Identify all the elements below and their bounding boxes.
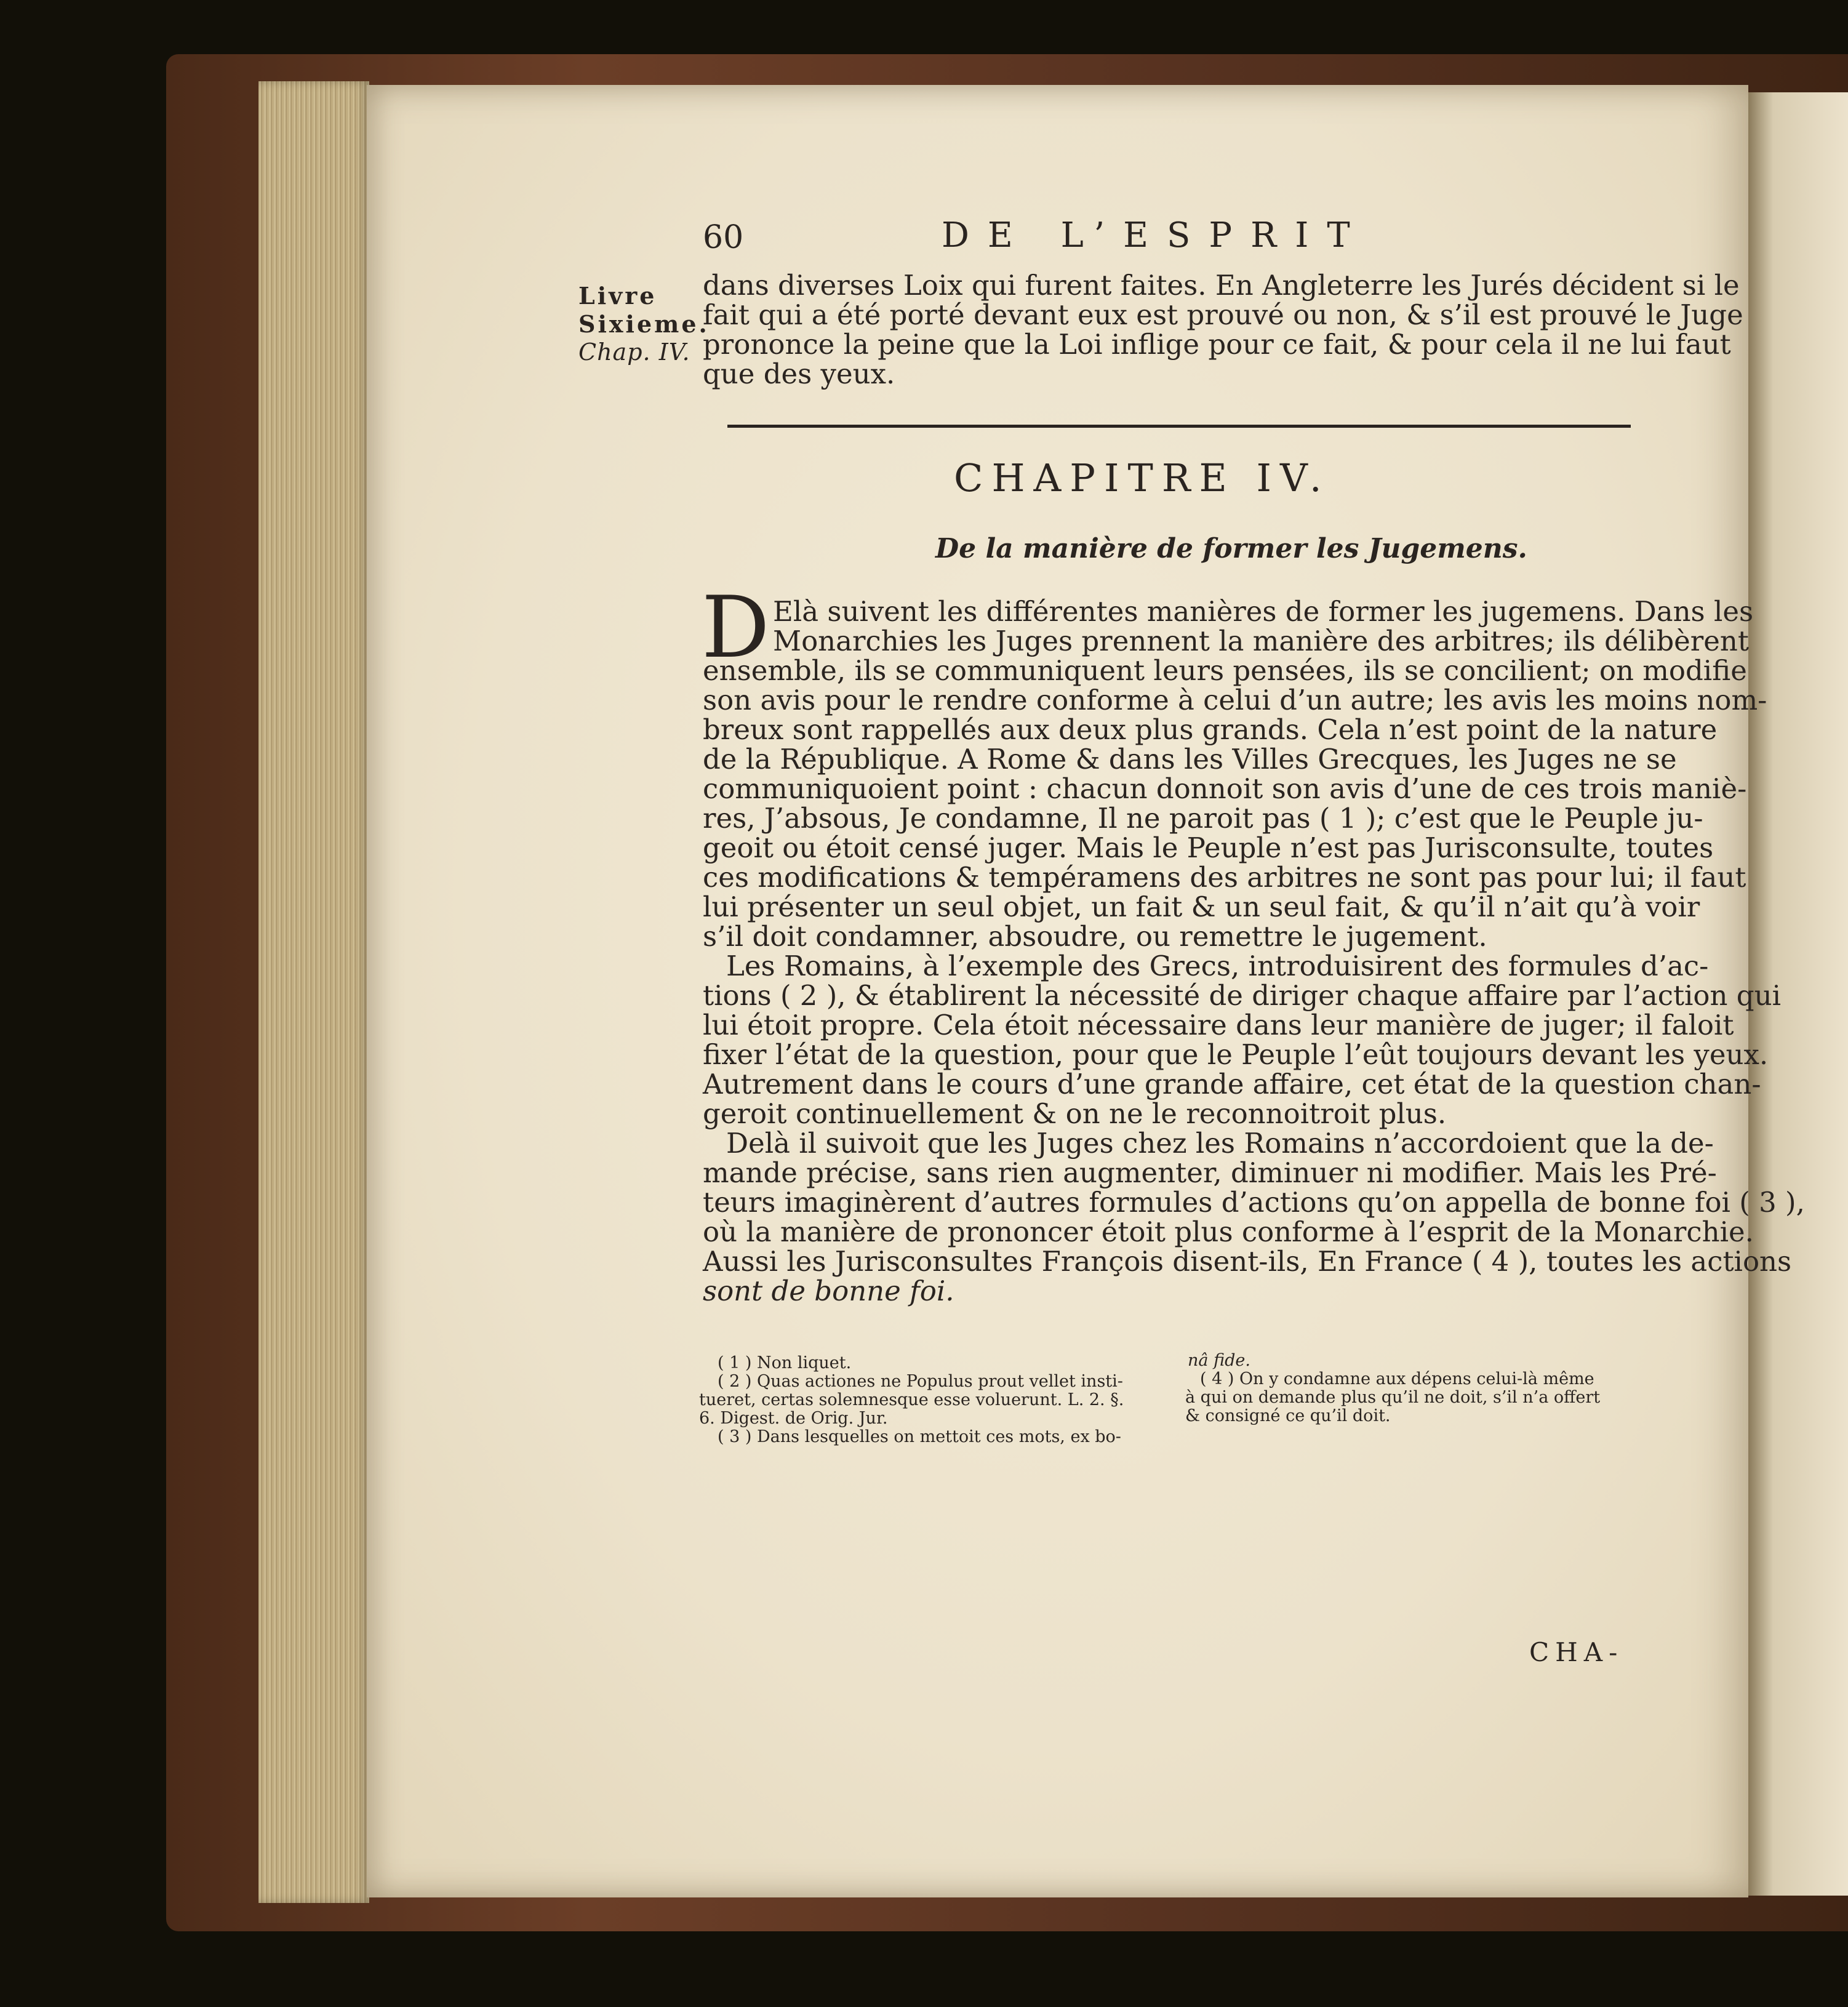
body-line: Autrement dans le cours d’une grande affaire, cet état de la question chan- (703, 1068, 1761, 1100)
body-line: ensemble, ils se communiquent leurs pensées, ils se concilient; on modifie (703, 654, 1747, 687)
body-line: geoit ou étoit censé juger. Mais le Peuple n’est pas Jurisconsulte, toutes (703, 831, 1714, 864)
body-line: sont de bonne foi. (703, 1275, 954, 1307)
body-line: s’il doit condamner, absoudre, ou remettre le jugement. (703, 920, 1487, 953)
body-line: ces modifications & tempéramens des arbitres ne sont pas pour lui; il faut (703, 861, 1746, 894)
body-line: Monarchies les Juges prennent la manière des arbitres; ils délibèrent (773, 625, 1749, 657)
body-line: où la manière de prononcer étoit plus conforme à l’esprit de la Monarchie. (703, 1216, 1754, 1248)
body-line: de la République. A Rome & dans les Villes Grecques, les Juges ne se (703, 743, 1677, 775)
margin-note-livre-number: Sixieme. (578, 310, 710, 338)
footnote-line: ( 4 ) On y condamne aux dépens celui-là même (1200, 1369, 1594, 1388)
body-line: communiquoient point : chacun donnoit son avis d’une de ces trois maniè- (703, 772, 1747, 805)
footnote-line: 6. Digest. de Orig. Jur. (699, 1409, 888, 1428)
body-line: breux sont rappellés aux deux plus grands. Cela n’est point de la nature (703, 713, 1718, 746)
body-line: lui présenter un seul objet, un fait & un seul fait, & qu’il n’ait qu’à voir (703, 891, 1700, 923)
page-number: 60 (703, 219, 744, 256)
footnote-line: & consigné ce qu’il doit. (1185, 1406, 1391, 1425)
body-line: mande précise, sans rien augmenter, diminuer ni modifier. Mais les Pré- (703, 1156, 1717, 1189)
footnote-line: ( 3 ) Dans lesquelles on mettoit ces mots, ex bo- (718, 1427, 1121, 1446)
body-line: Les Romains, à l’exemple des Grecs, introduisirent des formules d’ac- (726, 950, 1709, 982)
body-line: tions ( 2 ), & établirent la nécessité de diriger chaque affaire par l’action qui (703, 979, 1781, 1012)
chapter-subtitle: De la manière de former les Jugemens. (935, 533, 1527, 564)
chapter-title: CHAPITRE IV. (954, 455, 1330, 500)
body-line: lui étoit propre. Cela étoit nécessaire dans leur manière de juger; il faloit (703, 1009, 1734, 1041)
top-paragraph-line: prononce la peine que la Loi inflige pour ce fait, & pour cela il ne lui faut (703, 328, 1731, 361)
margin-note-livre: Livre (578, 282, 657, 310)
footnote-line: tueret, certas solemnesque esse voluerunt. L. 2. §. (699, 1390, 1124, 1409)
body-line: Delà il suivoit que les Juges chez les Romains n’accordoient que la de- (726, 1127, 1714, 1160)
footnote-line: nâ fide. (1188, 1351, 1250, 1370)
footnote-line: à qui on demande plus qu’il ne doit, s’il n’a offert (1185, 1388, 1601, 1407)
body-line: son avis pour le rendre conforme à celui d’un autre; les avis les moins nom- (703, 684, 1767, 716)
catchword: CHA- (1529, 1637, 1624, 1667)
body-line: Elà suivent les différentes manières de former les jugemens. Dans les (773, 595, 1754, 628)
running-title: DE L’ESPRIT (942, 215, 1369, 255)
top-paragraph-line: que des yeux. (703, 358, 895, 390)
body-line: Aussi les Jurisconsultes François disent-ils, En France ( 4 ), toutes les actions (703, 1245, 1792, 1278)
section-rule (727, 425, 1631, 428)
body-line: fixer l’état de la question, pour que le Peuple l’eût toujours devant les yeux. (703, 1038, 1769, 1071)
footnote-line: ( 2 ) Quas actiones ne Populus prout vellet insti- (718, 1372, 1123, 1391)
page-edges (258, 81, 369, 1903)
body-line: teurs imaginèrent d’autres formules d’actions qu’on appella de bonne foi ( 3 ), (703, 1186, 1805, 1219)
footnote-line: ( 1 ) Non liquet. (718, 1353, 852, 1372)
margin-note-chapter: Chap. IV. (578, 339, 690, 366)
body-line: res, J’absous, Je condamne, Il ne paroit pas ( 1 ); c’est que le Peuple ju- (703, 802, 1703, 835)
body-line: geroit continuellement & on ne le reconnoitroit plus. (703, 1097, 1447, 1130)
top-paragraph-line: dans diverses Loix qui furent faites. En Angleterre les Jurés décident si le (703, 269, 1740, 302)
drop-cap: D (702, 578, 770, 677)
top-paragraph-line: fait qui a été porté devant eux est prouvé ou non, & s’il est prouvé le Juge (703, 298, 1743, 331)
